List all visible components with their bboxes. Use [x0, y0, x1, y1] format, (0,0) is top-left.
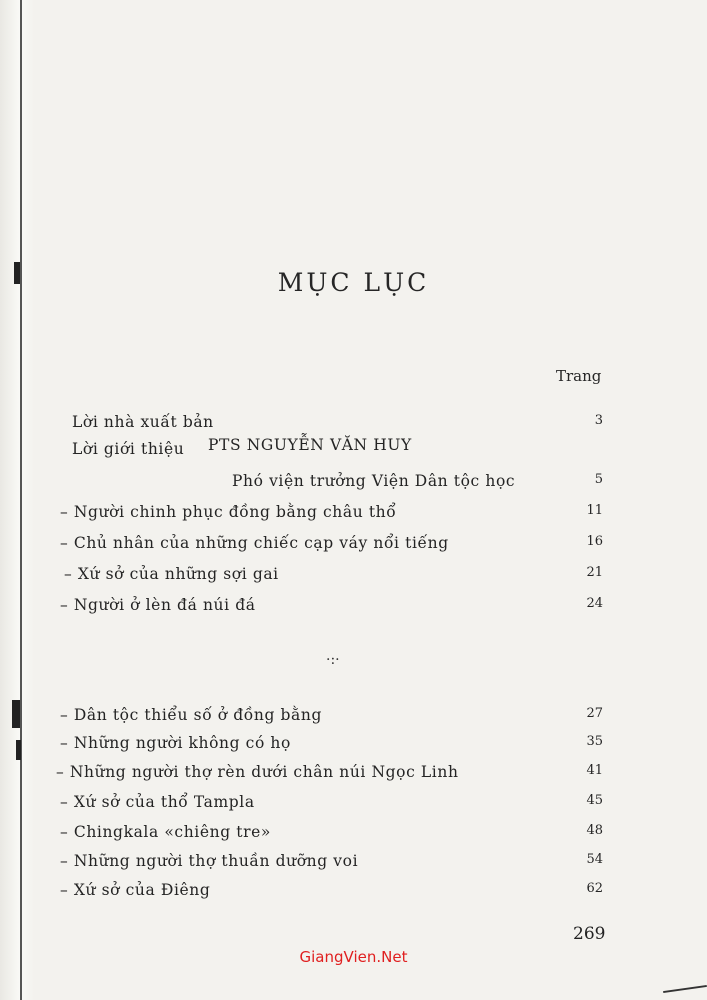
- toc-entry-title: Lời giới thiệu: [72, 440, 185, 458]
- toc-entry: [0, 534, 707, 558]
- page-column-header: Trang: [556, 367, 602, 385]
- toc-entry-page: 54: [586, 852, 603, 867]
- toc-entry: [0, 438, 707, 462]
- toc-entry: [0, 734, 707, 758]
- toc-entry-page: 16: [586, 534, 603, 549]
- toc-entry: [0, 706, 707, 730]
- toc-entry: [0, 503, 707, 527]
- toc-entry-page: 27: [586, 706, 603, 721]
- toc-entry-page: 62: [586, 881, 603, 896]
- toc-entry-title: – Xứ sở của Điêng: [60, 881, 211, 899]
- toc-entry-title: Lời nhà xuất bản: [72, 413, 214, 431]
- toc-entry-title: – Những người thợ thuần dưỡng voi: [60, 852, 359, 870]
- toc-entry-title: – Người ở lèn đá núi đá: [60, 596, 256, 614]
- toc-entry: [0, 793, 707, 817]
- toc-entry-title: – Dân tộc thiểu số ở đồng bằng: [60, 706, 322, 724]
- toc-entry-page: 24: [586, 596, 603, 611]
- toc-entry: [0, 413, 707, 437]
- toc-entry-title: – Xứ sở của thổ Tampla: [60, 793, 255, 811]
- toc-entry-page: 35: [586, 734, 603, 749]
- toc-entry: [0, 596, 707, 620]
- toc-entry-title: – Những người không có họ: [60, 734, 291, 752]
- page-title: MỤC LỤC: [277, 268, 430, 297]
- page-binding: [0, 0, 34, 1000]
- toc-entry-page: 11: [586, 503, 603, 518]
- toc-entry-page: 48: [586, 823, 603, 838]
- toc-entry-subtitle: Phó viện trưởng Viện Dân tộc học: [232, 472, 516, 490]
- spine-line: [20, 0, 22, 1000]
- toc-entry: [0, 881, 707, 905]
- toc-entry: [0, 823, 707, 847]
- toc-entry-page: 3: [594, 413, 603, 428]
- toc-entry-page: 41: [586, 763, 603, 778]
- toc-entry-author: PTS NGUYỄN VĂN HUY: [208, 436, 412, 454]
- toc-entry-title: – Chủ nhân của những chiếc cạp váy nổi tiếng: [60, 534, 449, 552]
- toc-entry: [0, 763, 707, 787]
- toc-entry: [0, 472, 707, 496]
- toc-entry-page: 45: [586, 793, 603, 808]
- toc-entry-title: – Chingkala «chiêng tre»: [60, 823, 271, 841]
- toc-entry-page: 21: [586, 565, 603, 580]
- toc-entry-page: 5: [594, 472, 603, 487]
- separator-dots: ·:·: [326, 652, 340, 668]
- toc-entry-title: – Người chinh phục đồng bằng châu thổ: [60, 503, 397, 521]
- watermark-link[interactable]: GiangVien.Net: [299, 948, 408, 966]
- toc-entry: [0, 852, 707, 876]
- corner-mark: [663, 985, 707, 993]
- page-number: 269: [573, 924, 606, 944]
- toc-entry-title: – Xứ sở của những sợi gai: [64, 565, 279, 583]
- toc-entry: [0, 565, 707, 589]
- toc-entry-title: – Những người thợ rèn dưới chân núi Ngọc Linh: [56, 763, 459, 781]
